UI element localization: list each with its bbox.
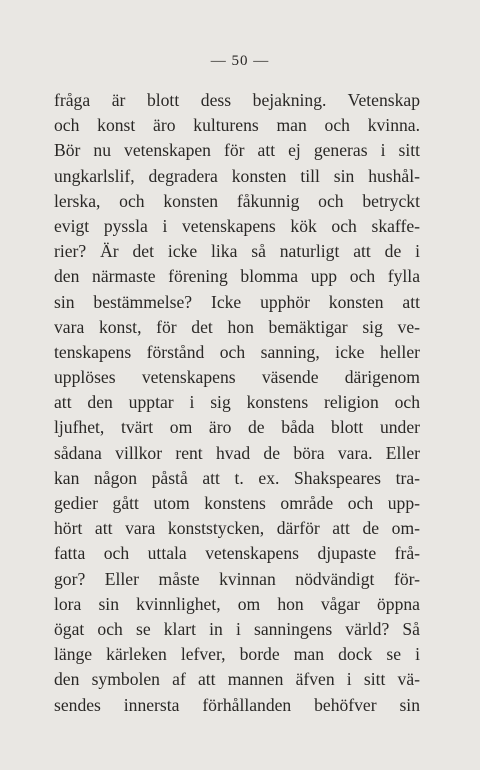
text-line: ögat och se klart in i sanningens värld? Så [54, 618, 420, 639]
text-line: och konst äro kulturens man och kvinna. [54, 115, 420, 136]
text-line: upplöses vetenskapens väsende därigenom [54, 367, 420, 388]
text-line: fatta och uttala vetenskapens djupaste frå- [54, 543, 420, 564]
text-line: vara konst, för det hon bemäktigar sig ve- [54, 316, 420, 337]
text-line: kan någon påstå att t. ex. Shakspeares tra- [54, 467, 420, 488]
text-line: att den upptar i sig konstens religion och [54, 392, 420, 413]
text-line: gor? Eller måste kvinnan nödvändigt för- [54, 568, 420, 589]
text-line: den närmaste förening blomma upp och fylla [54, 266, 420, 287]
text-line: lora sin kvinnlighet, om hon vågar öppna [54, 593, 420, 614]
page-number: — 50 — [210, 53, 270, 69]
text-line: sin bestämmelse? Icke upphör konsten att [54, 291, 420, 312]
text-line: sendes innersta förhållanden behöfver sin [54, 694, 420, 715]
text-line: den symbolen af att mannen äfven i sitt vä- [54, 669, 420, 690]
text-line: ljufhet, tvärt om äro de båda blott under [54, 417, 420, 438]
text-line: lerska, och konsten fåkunnig och betryckt [54, 190, 420, 211]
text-line: sådana villkor rent hvad de böra vara. Eller [54, 442, 420, 463]
text-line: Bör nu vetenskapen för att ej generas i sitt [54, 140, 420, 161]
text-line: tenskapens förstånd och sanning, icke heller [54, 341, 420, 362]
text-line: gedier gått utom konstens område och upp- [54, 493, 420, 513]
text-line: hört att vara konststycken, därför att de om- [54, 518, 420, 539]
text-line: ungkarlslif, degradera konsten till sin hushål- [54, 165, 420, 186]
text-line: länge kärleken lefver, borde man dock se i [54, 644, 420, 665]
text-line: rier? Är det icke lika så naturligt att de i [54, 241, 420, 262]
text-line: fråga är blott dess bejakning. Vetenskap [54, 90, 420, 110]
text-line: evigt pyssla i vetenskapens kök och skaffe- [54, 215, 420, 236]
body-text [54, 88, 420, 718]
